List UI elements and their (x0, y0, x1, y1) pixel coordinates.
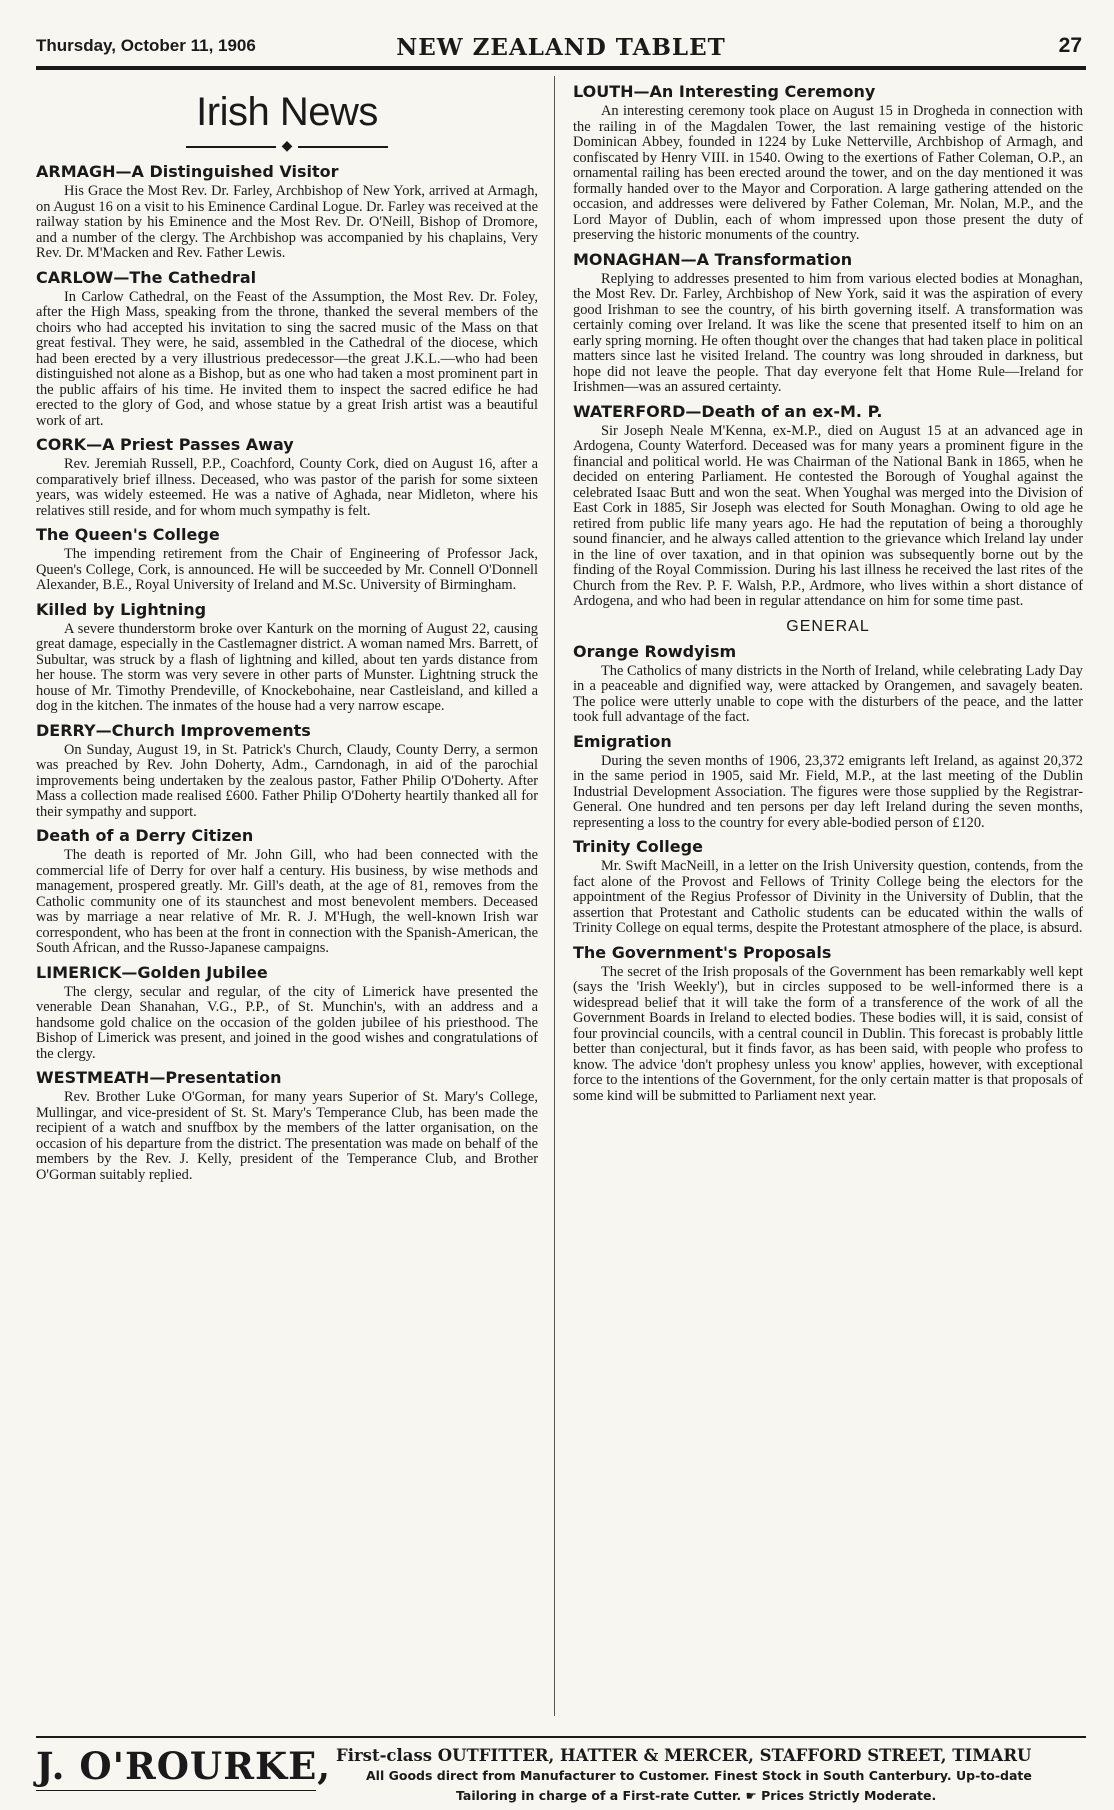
right-articles-b (573, 642, 1083, 1105)
article (36, 721, 538, 821)
article-body: Mr. Swift MacNeill, in a letter on the Irish University question, contends, from the fact alone of the Provost and Fellows of Trinity College being the electors for the appointment of the Regius Professor of Divinity in the University of Dublin, that the assertion that Protestant and Catholic students can be educated within the walls of Trinity College on equal terms, despite the Protestant atmosphere of the place, is absurd. (573, 858, 1083, 936)
article-heading: Trinity College (573, 837, 703, 856)
article-heading: Death of a Derry Citizen (36, 826, 254, 846)
advertisement (36, 1736, 1086, 1808)
diamond-icon: ◆ (281, 139, 293, 154)
article-heading: Killed by Lightning (36, 599, 207, 619)
article (573, 82, 1083, 244)
article (36, 435, 538, 519)
article (36, 1068, 538, 1183)
article-body: In Carlow Cathedral, on the Feast of the Assumption, the Most Rev. Dr. Foley, after the High Mass, speaking from the throne, thanked the several members of the choirs who had accepted his invitation to sing the sacred music of the Mass on that great festival. They were, he said, assembled in the Cathedral of the diocese, which had been erected by a very illustrious predecessor—the great J.K.L.—who had been distinguished not alone as a Bishop, but as one who had taken a most prominent part in the public affairs of his time. He invited them to inspect the sacred edifice he had erected to the glory of God, and whose statue by a great Irish artist was a beautiful work of art. (36, 288, 538, 429)
article-body: Replying to addresses presented to him from various elected bodies at Monaghan, the Most Rev. Dr. Farley, Archbishop of New York, said it was the aspiration of every good Irishman to see the country, of his birth governing itself. A transformation was certainly coming over Ireland. It was like the scene that presented itself to him on an early spring morning. He often thought over the changes that had taken place in political matters since last he visited Ireland. The country was long shrouded in darkness, but hope did not leave the people. That day everyone felt that Home Rule—Ireland for Irishmen—was an assured certainty. (573, 270, 1083, 395)
advert-line-1: First-class OUTFITTER, HATTER & MERCER, STAFFORD STREET, TIMARU (336, 1746, 1032, 1765)
article-body: A severe thunderstorm broke over Kanturk on the morning of August 22, causing great damage, especially in the Castlemagner district. A woman named Mrs. Barrett, of Subultar, was struck by a flash of lightning and killed, about ten yards distance from her house. The storm was very severe in other parts of Munster. Lightning struck the house of Mr. Timothy Prendeville, of Knockebohaine, near Castleisland, and killed a dog in the kitchen. The inmates of the house had a very narrow escape. (36, 620, 538, 715)
advert-brand: J. O'ROURKE, (36, 1744, 332, 1788)
article-body: On Sunday, August 19, in St. Patrick's Church, Claudy, County Derry, a sermon was preached by Rev. John Doherty, Adm., Carndonagh, in aid of the parochial improvements being undertaken by the zealous pastor, Father Philip O'Doherty. After Mass a collection made realised £600. Father Philip O'Doherty heartily thanked all for their sympathy and support. (36, 741, 538, 820)
article-heading: Orange Rowdyism (573, 641, 737, 661)
article (36, 963, 538, 1063)
article-heading: The Government's Proposals (573, 942, 832, 962)
article (573, 943, 1083, 1105)
article-heading: Emigration (573, 731, 672, 751)
article (36, 162, 538, 262)
article (36, 525, 538, 594)
article (573, 837, 1083, 937)
article (573, 250, 1083, 396)
article (573, 642, 1083, 726)
article-heading: CORK—A Priest Passes Away (36, 435, 294, 455)
left-column (36, 76, 538, 1726)
masthead (36, 32, 1086, 70)
advert-line-2: All Goods direct from Manufacturer to Customer. Finest Stock in South Canterbury. Up-to-date (366, 1768, 1032, 1783)
article-heading: CARLOW—The Cathedral (36, 267, 257, 287)
article-body: The Catholics of many districts in the North of Ireland, while celebrating Lady Day in a peaceable and dignified way, were attacked by Orangemen, and savagely beaten. The police were utterly unable to cope with the disturbers of the peace, and the latter took full advantage of the fact. (573, 662, 1083, 725)
article-body: Rev. Brother Luke O'Gorman, for many years Superior of St. Mary's College, Mullingar, and vice-president of St. St. Mary's Temperance Club, has been made the recipient of a watch and snuffbox by the members of the latter organisation, on the occasion of his departure from the district. The presentation was made on behalf of the members by the Rev. J. Kelly, president of the Temperance Club, and Brother O'Gorman suitably replied. (36, 1089, 538, 1183)
article-heading: MONAGHAN—A Transformation (573, 249, 853, 269)
article-heading: LIMERICK—Golden Jubilee (36, 962, 268, 982)
article-body: The secret of the Irish proposals of the Government has been remarkably well kept (says the 'Irish Weekly'), but in circles supposed to be well-informed there is a widespread belief that it will take the form of a transference of the work of all the Government Boards in Ireland to elected bodies. These bodies will, it is said, consist of four provincial councils, with a central council in Dublin. This forecast is probably little better than conjectural, but it finds favor, as has been said, with people who profess to know. The advice 'don't prophesy unless you know' applies, however, with exceptional force to the intentions of the Government, for the only certain matter is that proposals of some kind will be submitted to Parliament next year. (573, 963, 1083, 1104)
article-heading: LOUTH—An Interesting Ceremony (573, 82, 876, 101)
article-body: Sir Joseph Neale M'Kenna, ex-M.P., died on August 15 at an advanced age in Ardogena, County Waterford. Deceased was for many years a prominent figure in the financial and political world. He was Chairman of the National Bank in 1865, when he decided on entering Parliament. He contested the Borough of Youghal against the celebrated Isaac Butt and won the seat. When Youghal was merged into the Division of East Cork in 1885, Sir Joseph was elected for South Monaghan. Owing to old age he retired from public life many years ago. He had the reputation of being a thoroughly sound financier, and he always called attention to the grievance which Ireland lay under in the line of over taxation, and in that opinion was subsequently borne out by the finding of the Royal Commission. During his last illness he received the last rites of the Church from the Rev. P. F. Walsh, P.P., Ardmore, who lives within a short distance of Ardogena, and who had been in regular attendance on him for some time past. (573, 422, 1083, 609)
article (573, 402, 1083, 610)
ornament-rule-right (298, 146, 388, 148)
general-label: GENERAL (786, 617, 870, 635)
page-number: 27 (1058, 34, 1082, 57)
article (573, 732, 1083, 832)
article-body: The clergy, secular and regular, of the city of Limerick have presented the venerable Dean Shanahan, V.G., P.P., of St. Munchin's, with an address and a handsome gold chalice on the occasion of the golden jubilee of his priesthood. The Bishop of Limerick was present, and joined in the good wishes and congratulations of the clergy. (36, 983, 538, 1062)
article-body: During the seven months of 1906, 23,372 emigrants left Ireland, as against 20,372 in the same period in 1905, said Mr. Field, M.P., at the last meeting of the Dublin Industrial Development Association. The figures were those supplied by the Registrar-General. One hundred and ten persons per day left Ireland during the seven months, representing a loss to the country for every able-bodied person of £120. (573, 752, 1083, 831)
advert-rule (36, 1790, 316, 1791)
article-body: The death is reported of Mr. John Gill, who had been connected with the commercial life of Derry for over half a century. His business, by wise methods and management, prospered greatly. Mr. Gill's death, at the age of 81, removes from the Catholic community one of its staunchest and most benevolent members. Deceased was by marriage a near relative of Mr. R. J. M'Hugh, the well-known Irish war correspondent, who has been at the front in connection with the Spanish-American, the South African, and the Russo-Japanese campaigns. (36, 847, 538, 957)
article-body: The impending retirement from the Chair of Engineering of Professor Jack, Queen's College, Cork, is announced. He will be succeeded by Mr. Connell O'Donnell Alexander, B.E., Royal University of Ireland and M.Sc. University of Birmingham. (36, 546, 538, 594)
issue-date: Thursday, October 11, 1906 (36, 36, 256, 55)
article-heading: The Queen's College (36, 525, 220, 545)
article-heading: WATERFORD—Death of an ex-M. P. (573, 401, 883, 421)
paper-title: NEW ZEALAND TABLET (396, 34, 726, 61)
column-divider (554, 76, 555, 1716)
right-column (573, 76, 1083, 1726)
title-ornament (36, 140, 538, 154)
article-body: An interesting ceremony took place on August 15 in Drogheda in connection with the railing in of the Magdalen Tower, the last remaining vestige of the historic Dominican Abbey, founded in 1224 by Luke Netterville, Archbishop of Armagh, and confiscated by Henry VIII. in 1540. Owing to the exertions of Father Coleman, O.P., an ornamental railing has been erected around the tower, and on the day mentioned it was formally handed over to the Mayor and Corporation. A large gathering attended on the occasion, and addresses were delivered by Father Coleman, Mr. Nolan, M.P., and the Lord Mayor of Dublin, each of whom impressed upon those present the duty of preserving the historic monuments of the country. (573, 103, 1083, 243)
article-heading: WESTMEATH—Presentation (36, 1068, 282, 1088)
article-body: His Grace the Most Rev. Dr. Farley, Archbishop of New York, arrived at Armagh, on August 16 on a visit to his Eminence Cardinal Logue. Dr. Farley was received at the railway station by his Eminence and the Most Rev. Dr. O'Neill, Bishop of Dromore, and a number of the clergy. The Archbishop was accompanied by his chaplains, Very Rev. Dr. M'Macken and Rev. Father Lewis. (36, 183, 538, 262)
article-body: Rev. Jeremiah Russell, P.P., Coachford, County Cork, died on August 16, after a comparatively brief illness. Deceased, who was pastor of the parish for some sixteen years, was widely esteemed. He was a native of Aghada, near Midleton, where his relatives still reside, and for whom much sympathy is felt. (36, 456, 538, 519)
section-title: Irish News (196, 90, 378, 134)
ornament-rule-left (186, 146, 276, 148)
advert-line-3: Tailoring in charge of a First-rate Cutter. ☛ Prices Strictly Moderate. (456, 1788, 937, 1803)
article-heading: DERRY—Church Improvements (36, 720, 311, 740)
article (36, 826, 538, 957)
article-heading: ARMAGH—A Distinguished Visitor (36, 162, 339, 182)
left-articles (36, 162, 538, 1183)
article (36, 600, 538, 715)
article (36, 268, 538, 430)
right-articles-a (573, 82, 1083, 610)
